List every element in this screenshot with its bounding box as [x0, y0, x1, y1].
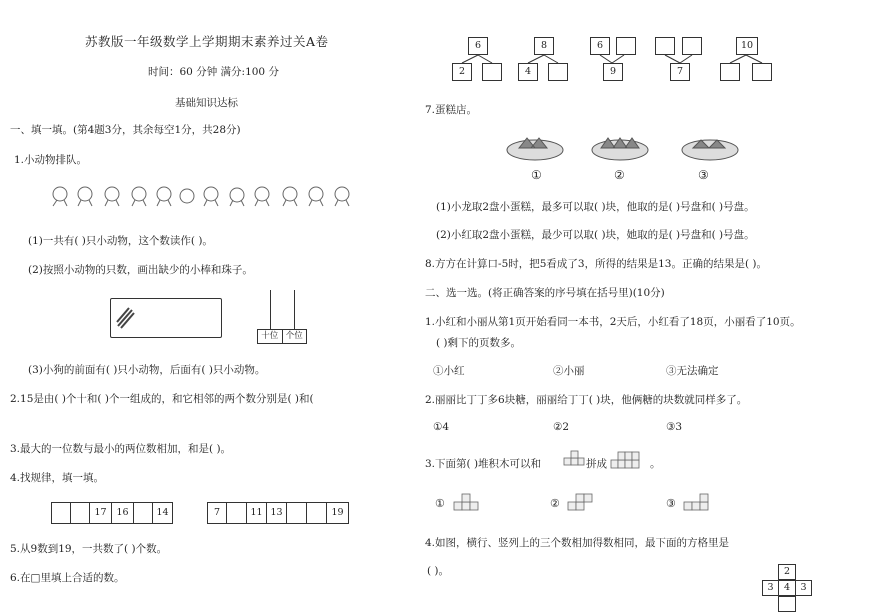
paper-title: 苏教版一年级数学上学期期末素养过关A卷	[85, 34, 329, 49]
cake-plates-illustration	[505, 130, 765, 166]
choice-4-text: 4.如图，横行、竖列上的三个数相加得数相同，最下面的方格里是	[425, 537, 730, 549]
tree3-top-right[interactable]	[616, 37, 636, 55]
abacus-base	[257, 329, 307, 344]
plate-label-3: ③	[698, 168, 709, 182]
blocks-option-2-icon	[566, 488, 596, 514]
tree5-top: 10	[736, 37, 758, 55]
question-7: 7.蛋糕店。	[425, 104, 478, 116]
choice-3-option-a[interactable]: ①	[435, 497, 445, 510]
tree4-top-left[interactable]	[655, 37, 675, 55]
choice-1-option-b[interactable]: ②小丽	[553, 365, 585, 377]
cross-right: 3	[795, 580, 812, 596]
tree3-top-left: 6	[590, 37, 610, 55]
cross-top: 2	[778, 564, 796, 580]
question-5: 5.从9数到19，一共数了( )个数。	[10, 543, 168, 555]
choice-3-option-c[interactable]: ③	[666, 497, 676, 510]
tree1-right[interactable]	[482, 63, 502, 81]
choice-1-option-c[interactable]: ③无法确定	[666, 365, 719, 377]
question-7-2: (2)小红取2盘小蛋糕，最少可以取( )块，她取的是( )号盘和( )号盘。	[436, 229, 755, 241]
seq1-cell[interactable]	[134, 503, 153, 523]
choice-2-option-a[interactable]: ①4	[433, 421, 450, 433]
seq2-cell: 11	[247, 503, 267, 523]
choice-3-text-b: 拼成	[586, 458, 607, 470]
seq1-cell: 14	[156, 507, 169, 518]
sequence-1	[51, 502, 173, 524]
choice-2-option-c[interactable]: ③3	[666, 421, 683, 433]
question-4: 4.找规律，填一填。	[10, 472, 105, 484]
question-1: 1.小动物排队。	[14, 154, 88, 166]
seq2-cell: 13	[267, 503, 287, 523]
tree2-right[interactable]	[548, 63, 568, 81]
seq2-cell[interactable]	[227, 503, 247, 523]
choice-3-option-b[interactable]: ②	[550, 497, 560, 510]
blocks-option-1-icon	[452, 490, 482, 514]
sequence-2	[207, 502, 349, 524]
question-1-2: (2)按照小动物的只数，画出缺少的小棒和珠子。	[28, 264, 253, 276]
abacus-rod-tens	[270, 290, 271, 330]
question-2: 2.15是由( )个十和( )个一组成的，和它相邻的两个数分别是( )和(	[10, 393, 314, 405]
tree2-left: 4	[518, 63, 538, 81]
section-title: 基础知识达标	[175, 97, 238, 109]
choice-2-text: 2.丽丽比丁丁多6块糖，丽丽给丁丁( )块，他俩糖的块数就同样多了。	[425, 394, 748, 406]
part2-heading: 二、选一选。(将正确答案的序号填在括号里)(10分)	[425, 287, 665, 299]
question-1-3: (3)小狗的前面有( )只小动物，后面有( )只小动物。	[28, 364, 266, 376]
tree5-right[interactable]	[752, 63, 772, 81]
tree4-bottom: 7	[670, 63, 690, 81]
tree1-left: 2	[452, 63, 472, 81]
tree2-top: 8	[534, 37, 554, 55]
seq2-cell: 7	[208, 503, 227, 523]
question-8: 8.方方在计算口-5时，把5看成了3，所得的结果是13。正确的结果是( )。	[425, 258, 767, 270]
abacus-tens-label: 十位	[258, 330, 283, 343]
plate-label-1: ①	[531, 168, 542, 182]
tree5-left[interactable]	[720, 63, 740, 81]
cross-bottom-answer[interactable]	[778, 596, 796, 612]
seq1-cell[interactable]	[52, 503, 71, 523]
choice-3-text-a: 3.下面第( )堆积木可以和	[425, 458, 542, 470]
question-7-1: (1)小龙取2盘小蛋糕，最多可以取( )块，他取的是( )号盘和( )号盘。	[436, 201, 755, 213]
choice-2-option-b[interactable]: ②2	[553, 421, 570, 433]
cross-left: 3	[762, 580, 779, 596]
choice-1-option-a[interactable]: ①小红	[433, 365, 465, 377]
choice-4-blank: ( )。	[427, 565, 450, 577]
choice-3-text-c: 。	[650, 458, 661, 470]
seq2-cell[interactable]	[307, 503, 327, 523]
seq1-cell: 17	[90, 503, 112, 523]
seq1-cell[interactable]	[71, 503, 90, 523]
choice-1-text: 1.小红和小丽从第1页开始看同一本书，2天后，小红看了18页，小丽看了10页。	[425, 316, 801, 328]
cross-center: 4	[778, 580, 796, 596]
seq1-cell: 16	[112, 503, 134, 523]
sticks-bundle-icon	[116, 306, 136, 330]
tree3-bottom: 9	[603, 63, 623, 81]
blocks-option-3-icon	[682, 488, 714, 514]
abacus-ones-label: 个位	[285, 331, 303, 341]
blocks-small-icon	[563, 448, 585, 472]
tree4-top-right[interactable]	[682, 37, 702, 55]
tree1-top: 6	[468, 37, 488, 55]
question-6: 6.在□里填上合适的数。	[10, 572, 125, 584]
choice-1-blank: ( )剩下的页数多。	[436, 337, 522, 349]
number-tree-lines	[440, 30, 780, 90]
part1-heading: 一、填一填。(第4题3分，其余每空1分，共28分)	[10, 124, 241, 136]
seq2-cell: 19	[331, 507, 344, 518]
animals-illustration	[48, 180, 358, 212]
blocks-target-icon	[609, 446, 649, 472]
plate-label-2: ②	[614, 168, 625, 182]
time-info: 时间：60 分钟 满分:100 分	[148, 66, 279, 78]
abacus-rod-ones	[294, 290, 295, 330]
question-1-1: (1)一共有( )只小动物，这个数读作( )。	[28, 235, 213, 247]
seq2-cell[interactable]	[287, 503, 307, 523]
question-3: 3.最大的一位数与最小的两位数相加，和是( )。	[10, 443, 232, 455]
